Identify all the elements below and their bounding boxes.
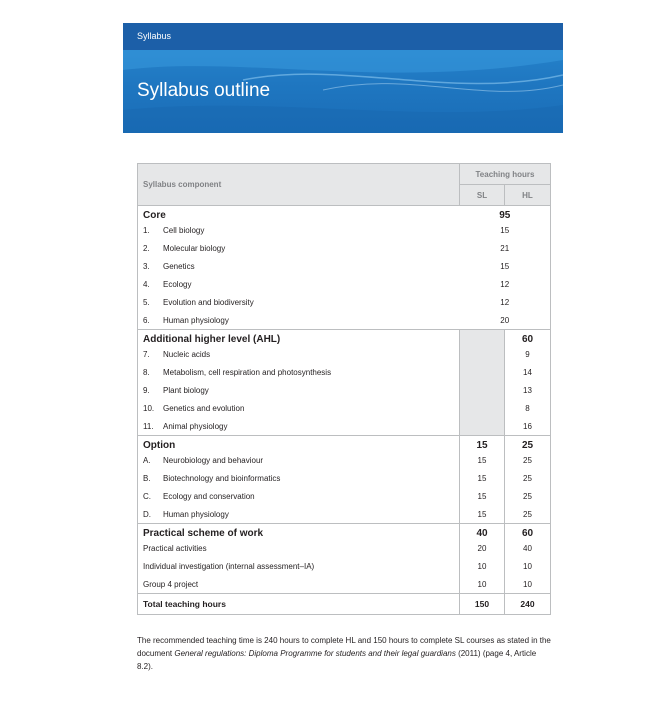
document-title: General regulations: Diploma Programme for students and their legal guardians bbox=[174, 649, 456, 658]
table-row: Practical activities 20 40 bbox=[138, 539, 551, 557]
header-teaching-hours: Teaching hours bbox=[460, 164, 551, 185]
table-row: 2. Molecular biology 21 bbox=[138, 239, 551, 257]
table-row: C. Ecology and conservation 15 25 bbox=[138, 487, 551, 505]
group-ahl bbox=[138, 330, 551, 346]
option-hl-total: 25 bbox=[505, 436, 551, 452]
header-component: Syllabus component bbox=[138, 164, 460, 206]
group-title: Practical scheme of work bbox=[138, 524, 460, 540]
total-sl: 150 bbox=[460, 594, 505, 615]
table-row: A. Neurobiology and behaviour 15 25 bbox=[138, 451, 551, 469]
table-row: 8. Metabolism, cell respiration and photosynthesis 14 bbox=[138, 363, 551, 381]
group-title: Option bbox=[138, 436, 460, 452]
table-row: 10. Genetics and evolution 8 bbox=[138, 399, 551, 417]
table-row: 6. Human physiology 20 bbox=[138, 311, 551, 330]
footnote: The recommended teaching time is 240 hours to complete HL and 150 hours to complete SL courses as stated in the document General regulations: Diploma Programme for students and their legal guardians (2011) (page 4, Article 8.2). bbox=[137, 636, 551, 671]
core-total: 95 bbox=[460, 206, 551, 222]
table-row: 5. Evolution and biodiversity 12 bbox=[138, 293, 551, 311]
section-bar bbox=[123, 23, 563, 50]
table-row: 11. Animal physiology 16 bbox=[138, 417, 551, 436]
section-label: Syllabus bbox=[137, 31, 172, 41]
group-title: Additional higher level (AHL) bbox=[138, 330, 460, 346]
total-row bbox=[138, 594, 551, 615]
option-sl-total: 15 bbox=[460, 436, 505, 452]
ahl-sl-empty bbox=[460, 330, 505, 346]
table-row: 9. Plant biology 13 bbox=[138, 381, 551, 399]
syllabus-table bbox=[137, 163, 550, 622]
table-row: B. Biotechnology and bioinformatics 15 25 bbox=[138, 469, 551, 487]
header-hl: HL bbox=[505, 185, 551, 206]
table-row: 4. Ecology 12 bbox=[138, 275, 551, 293]
group-title: Core bbox=[138, 206, 460, 222]
practical-sl-total: 40 bbox=[460, 524, 505, 540]
table-row: 3. Genetics 15 bbox=[138, 257, 551, 275]
table-row: 7. Nucleic acids 9 bbox=[138, 345, 551, 363]
group-core bbox=[138, 206, 551, 222]
ahl-hl-total: 60 bbox=[505, 330, 551, 346]
table-row: 1. Cell biology 15 bbox=[138, 221, 551, 239]
group-practical bbox=[138, 524, 551, 540]
header-sl: SL bbox=[460, 185, 505, 206]
page-title: Syllabus outline bbox=[137, 80, 271, 101]
group-option bbox=[138, 436, 551, 452]
total-hl: 240 bbox=[505, 594, 551, 615]
total-label: Total teaching hours bbox=[138, 594, 460, 615]
table-row: D. Human physiology 15 25 bbox=[138, 505, 551, 524]
practical-hl-total: 60 bbox=[505, 524, 551, 540]
header-banner bbox=[123, 23, 563, 133]
table-row: Individual investigation (internal assessment–IA) 10 10 bbox=[138, 557, 551, 575]
table-row: Group 4 project 10 10 bbox=[138, 575, 551, 594]
